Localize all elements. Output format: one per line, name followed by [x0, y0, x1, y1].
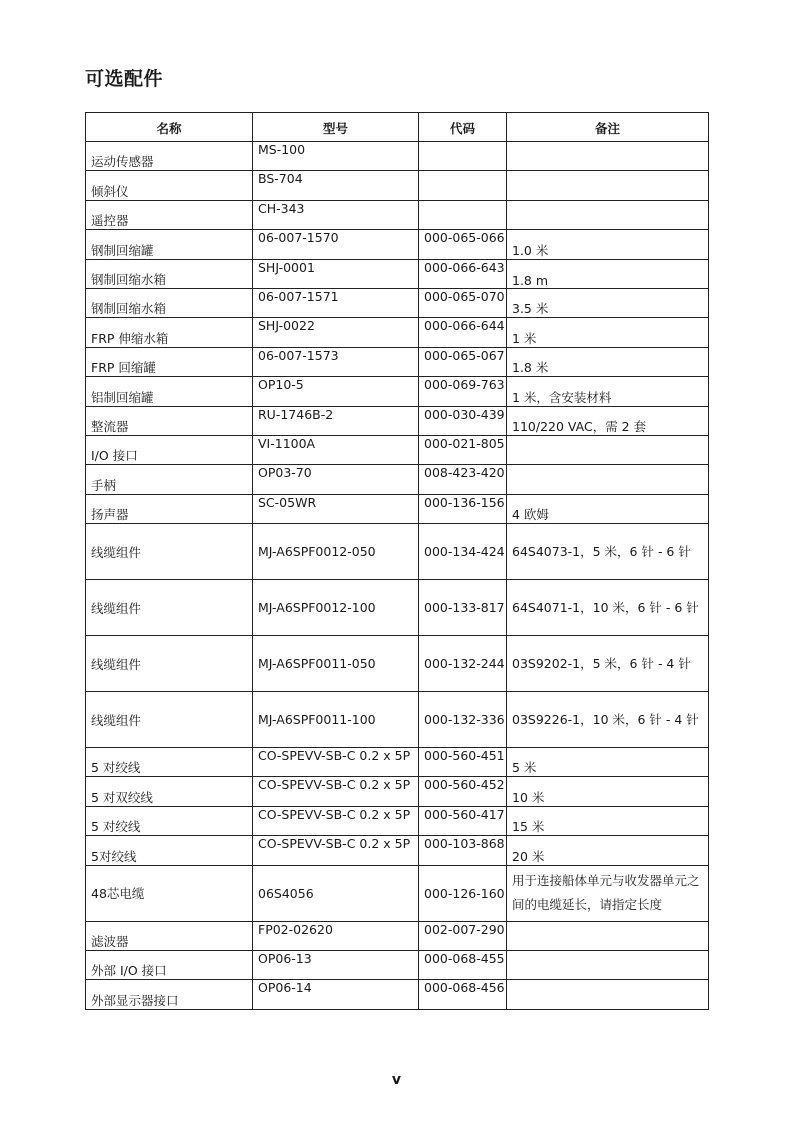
cell-model: SC-05WR	[253, 494, 419, 523]
cell-note: 3.5 米	[507, 288, 709, 317]
cell-code: 000-069-763	[419, 377, 507, 406]
page-number: v	[391, 1072, 402, 1088]
cell-name: FRP 回缩罐	[86, 347, 253, 376]
cell-code: 000-066-643	[419, 259, 507, 288]
header-name: 名称	[86, 113, 253, 142]
table-row	[86, 636, 709, 692]
cell-code: 008-423-420	[419, 465, 507, 494]
table-row	[86, 288, 709, 317]
cell-note: 64S4073-1，5 米，6 针 - 6 针	[507, 524, 709, 580]
cell-note: 1.0 米	[507, 230, 709, 259]
cell-code: 000-066-644	[419, 318, 507, 347]
cell-code: 000-068-455	[419, 951, 507, 980]
cell-model: MJ-A6SPF0011-050	[253, 636, 419, 692]
cell-name: 运动传感器	[86, 142, 253, 171]
cell-note: 1.8 m	[507, 259, 709, 288]
table-row	[86, 465, 709, 494]
cell-code: 000-068-456	[419, 980, 507, 1009]
cell-model: OP06-14	[253, 980, 419, 1009]
cell-model: CO-SPEVV-SB-C 0.2 x 5P	[253, 748, 419, 777]
cell-note: 1 米	[507, 318, 709, 347]
table-row	[86, 142, 709, 171]
table-row	[86, 171, 709, 200]
cell-model: RU-1746B-2	[253, 406, 419, 435]
table-row	[86, 200, 709, 229]
cell-code: 000-103-868	[419, 836, 507, 865]
cell-model: MJ-A6SPF0011-100	[253, 692, 419, 748]
cell-name: 线缆组件	[86, 580, 253, 636]
cell-name: 钢制回缩水箱	[86, 288, 253, 317]
table-row	[86, 494, 709, 523]
table-row	[86, 580, 709, 636]
table-row	[86, 951, 709, 980]
table-row	[86, 347, 709, 376]
cell-note: 用于连接船体单元与收发器单元之间的电缆延长，请指定长度	[507, 865, 709, 921]
cell-name: 5 对双绞线	[86, 777, 253, 806]
cell-note: 110/220 VAC，需 2 套	[507, 406, 709, 435]
cell-name: 5 对绞线	[86, 806, 253, 835]
accessories-table	[85, 112, 709, 1010]
cell-model: FP02-02620	[253, 921, 419, 950]
header-note: 备注	[507, 113, 709, 142]
table-row	[86, 980, 709, 1009]
table-row	[86, 318, 709, 347]
table-row	[86, 377, 709, 406]
header-model: 型号	[253, 113, 419, 142]
table-header-row	[86, 113, 709, 142]
cell-note: 10 米	[507, 777, 709, 806]
cell-note	[507, 921, 709, 950]
cell-code	[419, 142, 507, 171]
cell-note	[507, 435, 709, 464]
cell-note	[507, 980, 709, 1009]
cell-note	[507, 171, 709, 200]
table-row	[86, 921, 709, 950]
cell-code: 000-133-817	[419, 580, 507, 636]
cell-model: 06-007-1571	[253, 288, 419, 317]
cell-code: 000-065-070	[419, 288, 507, 317]
cell-code: 002-007-290	[419, 921, 507, 950]
cell-note: 03S9202-1，5 米，6 针 - 4 针	[507, 636, 709, 692]
table-row	[86, 435, 709, 464]
cell-model: 06-007-1573	[253, 347, 419, 376]
cell-model: OP06-13	[253, 951, 419, 980]
cell-name: 外部 I/O 接口	[86, 951, 253, 980]
cell-code: 000-065-067	[419, 347, 507, 376]
table-row	[86, 748, 709, 777]
cell-model: MS-100	[253, 142, 419, 171]
cell-code: 000-030-439	[419, 406, 507, 435]
cell-note	[507, 200, 709, 229]
table-row	[86, 692, 709, 748]
cell-name: 扬声器	[86, 494, 253, 523]
cell-code: 000-134-424	[419, 524, 507, 580]
cell-note	[507, 142, 709, 171]
cell-note: 64S4071-1，10 米，6 针 - 6 针	[507, 580, 709, 636]
cell-name: 手柄	[86, 465, 253, 494]
cell-note: 03S9226-1，10 米，6 针 - 4 针	[507, 692, 709, 748]
table-row	[86, 406, 709, 435]
cell-model: OP03-70	[253, 465, 419, 494]
cell-note: 1 米，含安装材料	[507, 377, 709, 406]
cell-name: 遥控器	[86, 200, 253, 229]
table-body	[86, 142, 709, 1010]
cell-model: CO-SPEVV-SB-C 0.2 x 5P	[253, 806, 419, 835]
cell-name: 整流器	[86, 406, 253, 435]
cell-code: 000-560-452	[419, 777, 507, 806]
cell-note: 4 欧姆	[507, 494, 709, 523]
cell-model: CO-SPEVV-SB-C 0.2 x 5P	[253, 836, 419, 865]
cell-note: 15 米	[507, 806, 709, 835]
cell-name: 线缆组件	[86, 636, 253, 692]
cell-name: 48芯电缆	[86, 865, 253, 921]
table-row	[86, 865, 709, 921]
header-code: 代码	[419, 113, 507, 142]
cell-model: 06-007-1570	[253, 230, 419, 259]
cell-name: 滤波器	[86, 921, 253, 950]
cell-code: 000-132-244	[419, 636, 507, 692]
cell-code: 000-136-156	[419, 494, 507, 523]
cell-name: 线缆组件	[86, 692, 253, 748]
table-row	[86, 259, 709, 288]
cell-model: VI-1100A	[253, 435, 419, 464]
cell-code: 000-560-451	[419, 748, 507, 777]
cell-name: I/O 接口	[86, 435, 253, 464]
cell-name: 倾斜仪	[86, 171, 253, 200]
cell-name: 外部显示器接口	[86, 980, 253, 1009]
cell-name: 钢制回缩水箱	[86, 259, 253, 288]
cell-model: OP10-5	[253, 377, 419, 406]
cell-model: SHJ-0001	[253, 259, 419, 288]
table-row	[86, 806, 709, 835]
cell-name: 5 对绞线	[86, 748, 253, 777]
table-row	[86, 836, 709, 865]
cell-code	[419, 200, 507, 229]
cell-name: 钢制回缩罐	[86, 230, 253, 259]
cell-model: CO-SPEVV-SB-C 0.2 x 5P	[253, 777, 419, 806]
cell-name: 5对绞线	[86, 836, 253, 865]
table-row	[86, 230, 709, 259]
cell-model: BS-704	[253, 171, 419, 200]
cell-model: CH-343	[253, 200, 419, 229]
cell-note: 20 米	[507, 836, 709, 865]
cell-note	[507, 951, 709, 980]
cell-code: 000-560-417	[419, 806, 507, 835]
cell-code: 000-126-160	[419, 865, 507, 921]
cell-model: 06S4056	[253, 865, 419, 921]
page-title: 可选配件	[85, 68, 164, 90]
cell-model: MJ-A6SPF0012-100	[253, 580, 419, 636]
cell-model: SHJ-0022	[253, 318, 419, 347]
cell-code	[419, 171, 507, 200]
cell-code: 000-065-066	[419, 230, 507, 259]
table-row	[86, 777, 709, 806]
cell-note: 5 米	[507, 748, 709, 777]
cell-name: FRP 伸缩水箱	[86, 318, 253, 347]
cell-code: 000-021-805	[419, 435, 507, 464]
table-row	[86, 524, 709, 580]
cell-note	[507, 465, 709, 494]
cell-name: 线缆组件	[86, 524, 253, 580]
cell-code: 000-132-336	[419, 692, 507, 748]
cell-name: 铝制回缩罐	[86, 377, 253, 406]
cell-note: 1.8 米	[507, 347, 709, 376]
cell-model: MJ-A6SPF0012-050	[253, 524, 419, 580]
